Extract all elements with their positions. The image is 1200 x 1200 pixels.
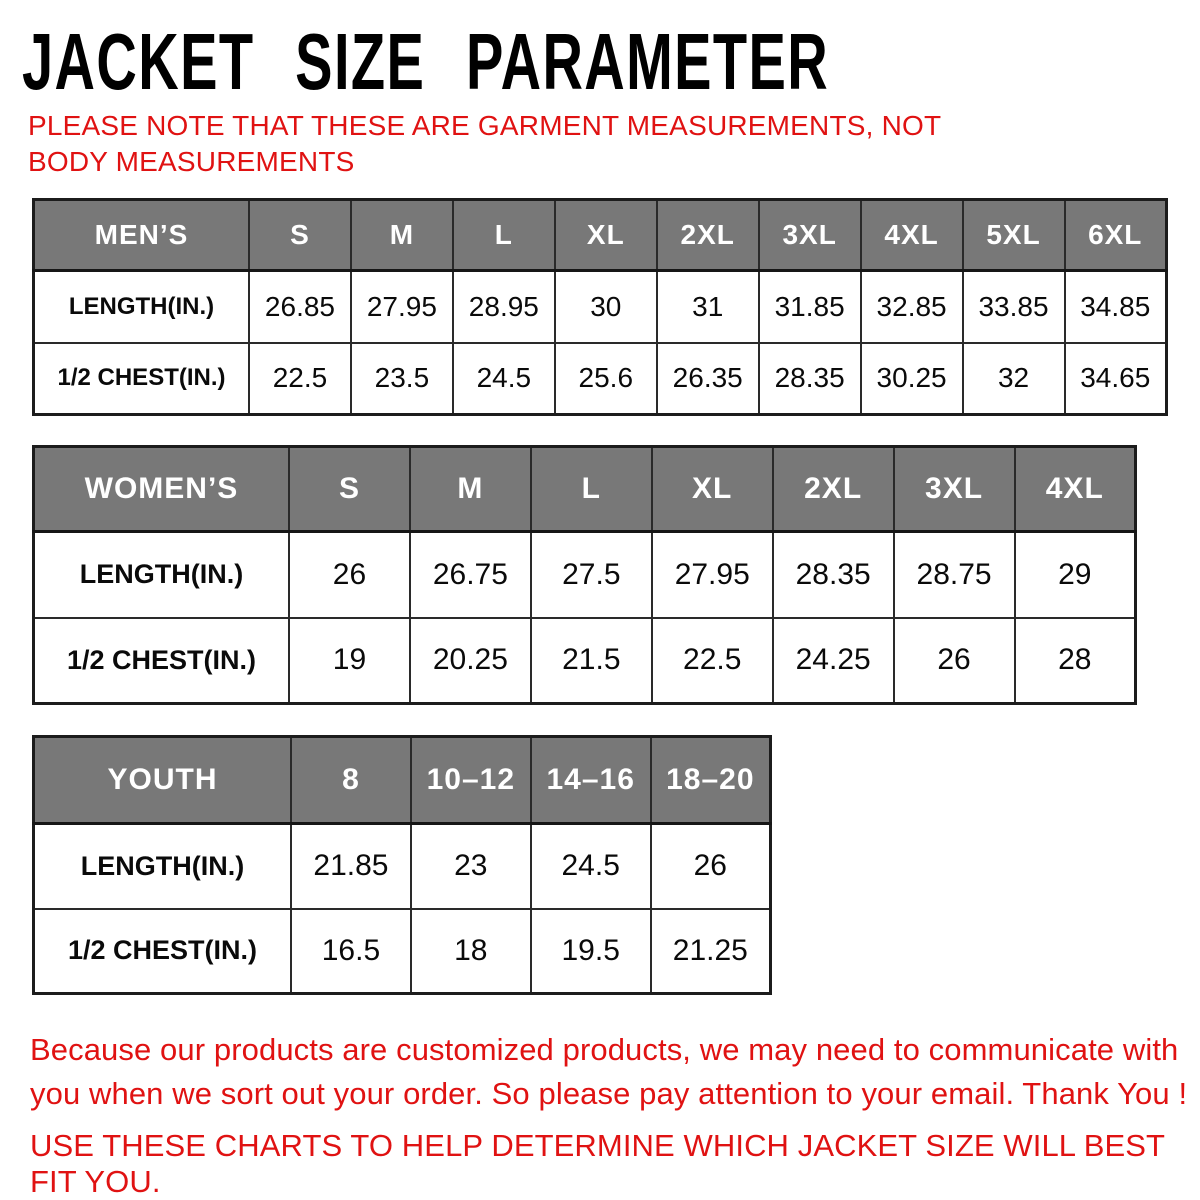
size-value: 33.85 xyxy=(963,271,1065,343)
size-value: 25.6 xyxy=(555,343,657,415)
row-label: 1/2 CHEST(IN.) xyxy=(34,618,290,704)
size-value: 28.95 xyxy=(453,271,555,343)
size-value: 22.5 xyxy=(652,618,773,704)
table-row xyxy=(34,618,1136,704)
size-value: 30.25 xyxy=(861,343,963,415)
size-value: 32 xyxy=(963,343,1065,415)
garment-measurement-note: PLEASE NOTE THAT THESE ARE GARMENT MEASUREMENTS, NOT BODY MEASUREMENTS xyxy=(28,110,941,177)
size-column-header: M xyxy=(351,200,453,271)
size-value: 23 xyxy=(411,824,531,909)
size-column-header: 18–20 xyxy=(651,737,771,824)
youth-size-table-container xyxy=(32,735,772,995)
size-value: 24.5 xyxy=(453,343,555,415)
womens-table-title: WOMEN’S xyxy=(34,447,290,532)
size-column-header: 8 xyxy=(291,737,411,824)
size-value: 19 xyxy=(289,618,410,704)
size-value: 30 xyxy=(555,271,657,343)
size-column-header: 5XL xyxy=(963,200,1065,271)
size-value: 26 xyxy=(894,618,1015,704)
size-value: 27.95 xyxy=(652,532,773,618)
size-value: 26.75 xyxy=(410,532,531,618)
size-value: 26 xyxy=(289,532,410,618)
size-column-header: XL xyxy=(652,447,773,532)
size-column-header: L xyxy=(531,447,652,532)
size-column-header: 2XL xyxy=(657,200,759,271)
size-value: 23.5 xyxy=(351,343,453,415)
row-label: 1/2 CHEST(IN.) xyxy=(34,343,250,415)
size-column-header: XL xyxy=(555,200,657,271)
size-value: 18 xyxy=(411,909,531,994)
size-value: 24.5 xyxy=(531,824,651,909)
size-value: 27.95 xyxy=(351,271,453,343)
table-row xyxy=(34,532,1136,618)
size-value: 24.25 xyxy=(773,618,894,704)
size-value: 16.5 xyxy=(291,909,411,994)
mens-size-table xyxy=(32,198,1168,416)
row-label: LENGTH(IN.) xyxy=(34,532,290,618)
table-row xyxy=(34,343,1167,415)
chart-usage-instruction: USE THESE CHARTS TO HELP DETERMINE WHICH JACKET SIZE WILL BEST FIT YOU. xyxy=(30,1128,1165,1199)
table-row xyxy=(34,909,771,994)
size-value: 34.85 xyxy=(1065,271,1167,343)
size-column-header: S xyxy=(289,447,410,532)
table-row xyxy=(34,271,1167,343)
size-value: 26 xyxy=(651,824,771,909)
womens-size-table-container xyxy=(32,445,1137,705)
size-value: 31.85 xyxy=(759,271,861,343)
size-value: 34.65 xyxy=(1065,343,1167,415)
size-value: 28.35 xyxy=(773,532,894,618)
size-column-header: L xyxy=(453,200,555,271)
size-column-header: S xyxy=(249,200,351,271)
size-column-header: 3XL xyxy=(894,447,1015,532)
table-row xyxy=(34,824,771,909)
size-value: 27.5 xyxy=(531,532,652,618)
size-value: 26.35 xyxy=(657,343,759,415)
mens-table-title: MEN’S xyxy=(34,200,250,271)
size-value: 28 xyxy=(1015,618,1136,704)
size-column-header: 14–16 xyxy=(531,737,651,824)
size-value: 21.5 xyxy=(531,618,652,704)
size-column-header: 4XL xyxy=(1015,447,1136,532)
womens-size-table xyxy=(32,445,1137,705)
page-title: JACKET SIZE PARAMETER xyxy=(22,17,830,106)
size-column-header: 6XL xyxy=(1065,200,1167,271)
size-value: 31 xyxy=(657,271,759,343)
size-column-header: 3XL xyxy=(759,200,861,271)
size-value: 22.5 xyxy=(249,343,351,415)
row-label: LENGTH(IN.) xyxy=(34,824,292,909)
size-value: 19.5 xyxy=(531,909,651,994)
size-value: 21.85 xyxy=(291,824,411,909)
size-column-header: 2XL xyxy=(773,447,894,532)
row-label: LENGTH(IN.) xyxy=(34,271,250,343)
mens-size-table-container xyxy=(32,198,1168,416)
size-column-header: 4XL xyxy=(861,200,963,271)
size-value: 28.75 xyxy=(894,532,1015,618)
customization-notice: Because our products are customized products, we may need to communicate with you when we sort out your order. So please pay attention to your email. Thank You ! xyxy=(30,1032,1188,1112)
size-value: 28.35 xyxy=(759,343,861,415)
youth-table-title: YOUTH xyxy=(34,737,292,824)
size-value: 26.85 xyxy=(249,271,351,343)
size-value: 32.85 xyxy=(861,271,963,343)
size-value: 21.25 xyxy=(651,909,771,994)
youth-size-table xyxy=(32,735,772,995)
size-value: 29 xyxy=(1015,532,1136,618)
row-label: 1/2 CHEST(IN.) xyxy=(34,909,292,994)
size-column-header: M xyxy=(410,447,531,532)
size-value: 20.25 xyxy=(410,618,531,704)
size-column-header: 10–12 xyxy=(411,737,531,824)
